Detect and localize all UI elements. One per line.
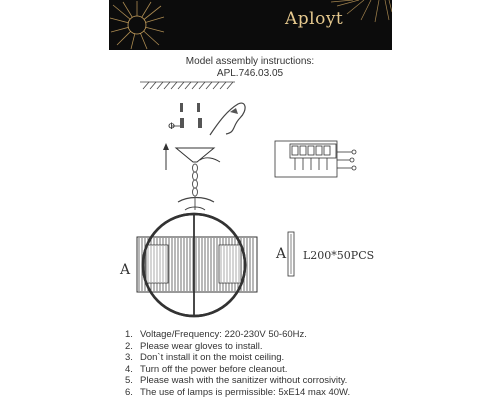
item-text: Turn off the power before cleanout. (140, 363, 288, 375)
part-spec-label: L200*50PCS (303, 249, 375, 262)
model-number: APL.746.03.05 (216, 68, 284, 79)
item-text: Don`t install it on the moist ceiling. (140, 352, 285, 364)
item-text: Please wash with the sanitizer without corrosivity. (140, 375, 348, 387)
list-item (125, 329, 350, 341)
item-text: The use of lamps is permissible: 5xE14 max 40W. (140, 386, 351, 398)
screw-icon (180, 103, 202, 128)
crystal-rod-part (288, 232, 294, 276)
wire-icon (210, 103, 245, 135)
item-number: 1. (125, 329, 133, 340)
chain (193, 164, 198, 196)
item-number: 5. (125, 375, 133, 387)
ceiling-hatch (140, 82, 235, 89)
brand-logo-text: Aployt (285, 9, 344, 29)
instruction-list (125, 329, 350, 399)
arrow-up-icon (163, 143, 169, 170)
canopy (176, 148, 214, 162)
item-text: Please wear gloves to install. (140, 340, 263, 352)
item-text: Voltage/Frequency: 220-230V 50-60Hz. (140, 329, 307, 340)
item-number: 6. (125, 386, 133, 398)
list-item (125, 387, 350, 399)
list-item (125, 375, 350, 387)
instructions-title: Model assembly instructions: (185, 56, 315, 67)
mount-bracket-icon: Φ (168, 122, 176, 132)
item-number: 2. (125, 340, 133, 352)
label-a-main: A (120, 262, 131, 278)
item-number: 4. (125, 363, 133, 375)
list-item (125, 341, 350, 353)
list-item (125, 352, 350, 364)
label-a-part: A (276, 246, 287, 262)
list-item (125, 364, 350, 376)
item-number: 3. (125, 352, 133, 364)
wiring-diagram (275, 141, 356, 177)
